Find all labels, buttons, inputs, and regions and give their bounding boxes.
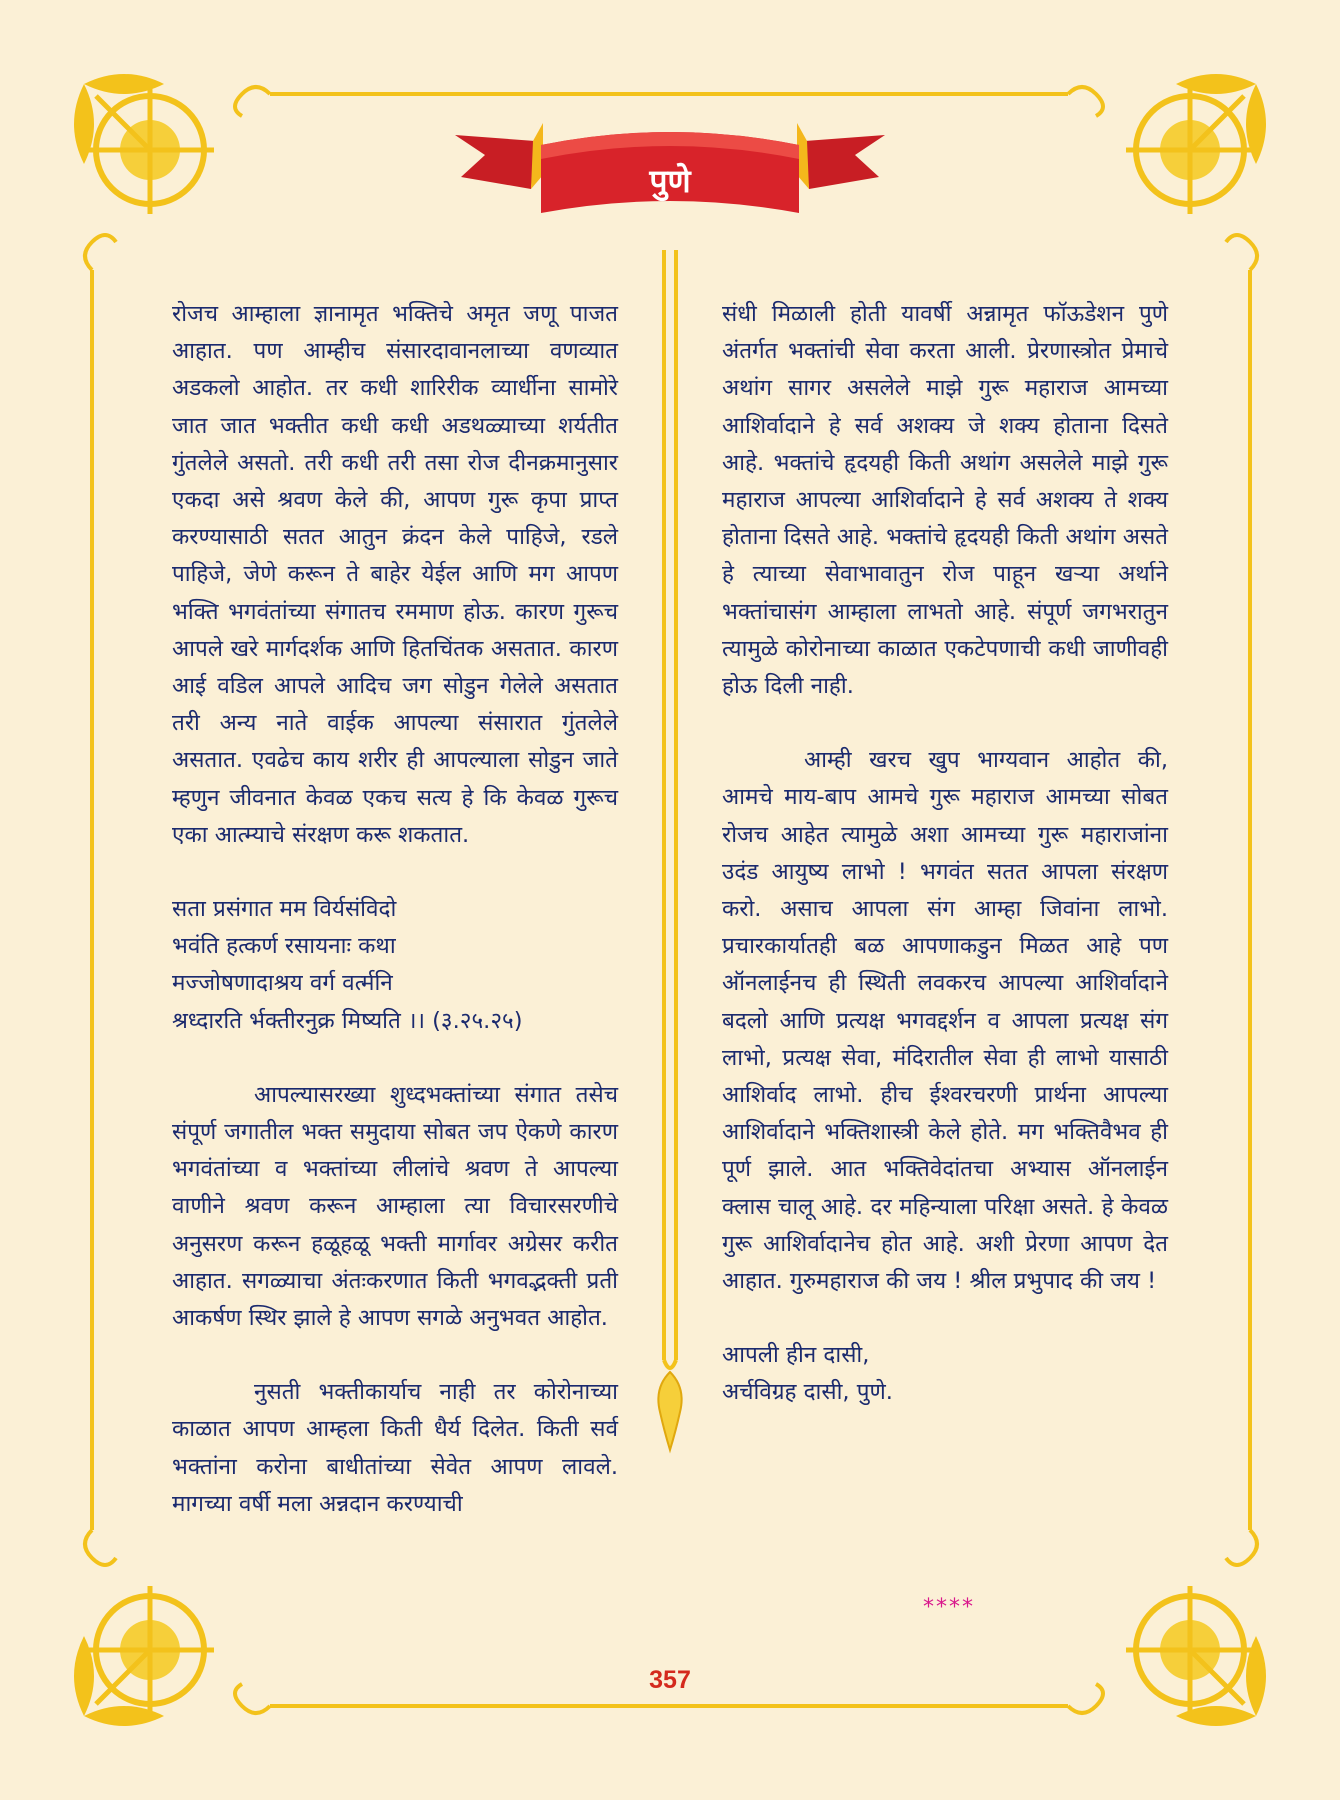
corner-ornament-top-right bbox=[1126, 74, 1266, 214]
left-paragraph-1: रोजच आम्हाला ज्ञानामृत भक्तिचे अमृत जणू पाजत आहात. पण आम्हीच संसारदावानलाच्या वणव्यात अडकलो आहोत. तर कधी शारिरीक व्यार्धीना सामोरे जात जात भक्तीत कधी कधी अडथळ्याच्या शर्यतीत गुंतलेले असतो. तरी कधी तरी तसा रोज दीनक्रमानुसार एकदा असे श्रवण केले की, आपण गुरू कृपा प्राप्त करण्यासाठी सतत आतुन क्रंदन केले पाहिजे, रडले पाहिजे, जेणे करून ते बाहेर येईल आणि मग आपण भक्ति भगवंतांच्या संगातच रममाण होऊ. कारण गुरूच आपले खरे मार्गदर्शक आणि हितचिंतक असतात. कारण आई वडिल आपले आदिच जग सोडुन गेलेले असतात तरी अन्य नाते वाईक आपल्या संसारात गुंतलेले असतात. एवढेच काय शरीर ही आपल्याला सोडुन जाते म्हणुन जीवनात केवळ एकच सत्य हे कि केवळ गुरूच एका आत्म्याचे संरक्षण करू शकतात. bbox=[172, 301, 618, 848]
verse-line: श्रध्दारति र्भक्तीरनुक्र मिष्यति ।। (३.२५.२५) bbox=[172, 1007, 523, 1034]
right-paragraph-2: आम्ही खरच खुप भाग्यवान आहोत की, आमचे माय-बाप आमचे गुरू महाराज आमच्या सोबत रोजच आहेत त्यामुळे अशा आमच्या गुरू महाराजांना उदंड आयुष्य लाभो ! भगवंत सतत आपला संरक्षण करो. असाच आपला संग आम्हा जिवांना लाभो. प्रचारकार्यातही बळ आपणाकडुन मिळत आहे पण ऑनलाईनच ही स्थिती लवकरच आपल्या आशिर्वादाने बदलो आणि प्रत्यक्ष भगवद्दर्शन व आपला प्रत्यक्ष संग लाभो, प्रत्यक्ष सेवा, मंदिरातील सेवा ही लाभो यासाठी आशिर्वाद लाभो. हीच ईश्वरचरणी प्रार्थना आपल्या आशिर्वादाने भक्तिशास्त्री केले होते. मग भक्तिवैभव ही पूर्ण झाले. आत भक्तिवेदांतचा अभ्यास ऑनलाईन क्लास चालू आहे. दर महिन्याला परिक्षा असते. हे केवळ गुरू आशिर्वादानेच होत आहे. अशी प्रेरणा आपण देत आहात. गुरुमहाराज की जय ! श्रील प्रभुपाद की जय ! bbox=[722, 747, 1168, 1295]
corner-ornament-top-left bbox=[74, 74, 214, 214]
verse-line: भवंति हत्कर्ण रसायनाः कथा bbox=[172, 933, 396, 960]
corner-ornament-bottom-right bbox=[1126, 1586, 1266, 1726]
signature-line: आपली हीन दासी, bbox=[722, 1342, 870, 1369]
column-divider bbox=[650, 250, 690, 1590]
right-paragraph-1: संधी मिळाली होती यावर्षी अन्नामृत फॉऊडेशन पुणे अंतर्गत भक्तांची सेवा करता आली. प्रेरणास्त्रोत प्रेमाचे अथांग सागर असलेले माझे गुरू महाराज आमच्या आशिर्वादाने हे सर्व अशक्य जे शक्य होताना दिसते आहे. भक्तांचे हृदयही किती अथांग असलेले माझे गुरू महाराज आपल्या आशिर्वादाने हे सर्व अशक्य ते शक्य होताना दिसते आहे. भक्तांचे हृदयही किती अथांग असते हे त्याच्या सेवाभावातुन रोज पाहून खऱ्या अर्थाने भक्तांचासंग आम्हाला लाभतो आहे. संपूर्ण जगभरातुन त्यामुळे कोरोनाच्या काळात एकटेपणाची कधी जाणीवही होऊ दिली नाही. bbox=[722, 301, 1168, 700]
right-column bbox=[722, 296, 1168, 1412]
corner-ornament-bottom-left bbox=[74, 1586, 214, 1726]
verse-line: सता प्रसंगात मम विर्यसंविदो bbox=[172, 896, 397, 923]
sanskrit-verse bbox=[172, 891, 618, 1040]
page-title: पुणे bbox=[649, 162, 691, 200]
signature-line: अर्चविग्रह दासी, पुणे. bbox=[722, 1379, 893, 1406]
title-banner bbox=[455, 115, 885, 225]
left-paragraph-3: नुसती भक्तीकार्याच नाही तर कोरोनाच्या काळात आपण आम्हला किती धैर्य दिलेत. किती सर्व भक्तांना करोना बाधीतांच्या सेवेत आपण लावले. मागच्या वर्षी मला अन्नदान करण्याची bbox=[172, 1379, 618, 1517]
left-column bbox=[172, 296, 618, 1523]
left-paragraph-2: आपल्यासरख्या शुध्दभक्तांच्या संगात तसेच संपूर्ण जगातील भक्त समुदाया सोबत जप ऐकणे कारण भगवंतांच्या व भक्तांच्या लीलांचे श्रवण ते आपल्या वाणीने श्रवण करून आम्हाला त्या विचारसरणीचे अनुसरण करून हळूहळू भक्ती मार्गावर अग्रेसर करीत आहात. सगळ्याचा अंतःकरणात किती भगवद्भक्ती प्रती आकर्षण स्थिर झाले हे आपण सगळे अनुभवत आहोत. bbox=[172, 1081, 618, 1332]
page-number: 357 bbox=[649, 1666, 691, 1694]
verse-line: मज्जोषणादाश्रय वर्ग वर्त्मनि bbox=[172, 970, 393, 997]
signature-block bbox=[722, 1337, 1168, 1411]
end-stars: **** bbox=[923, 1595, 975, 1620]
